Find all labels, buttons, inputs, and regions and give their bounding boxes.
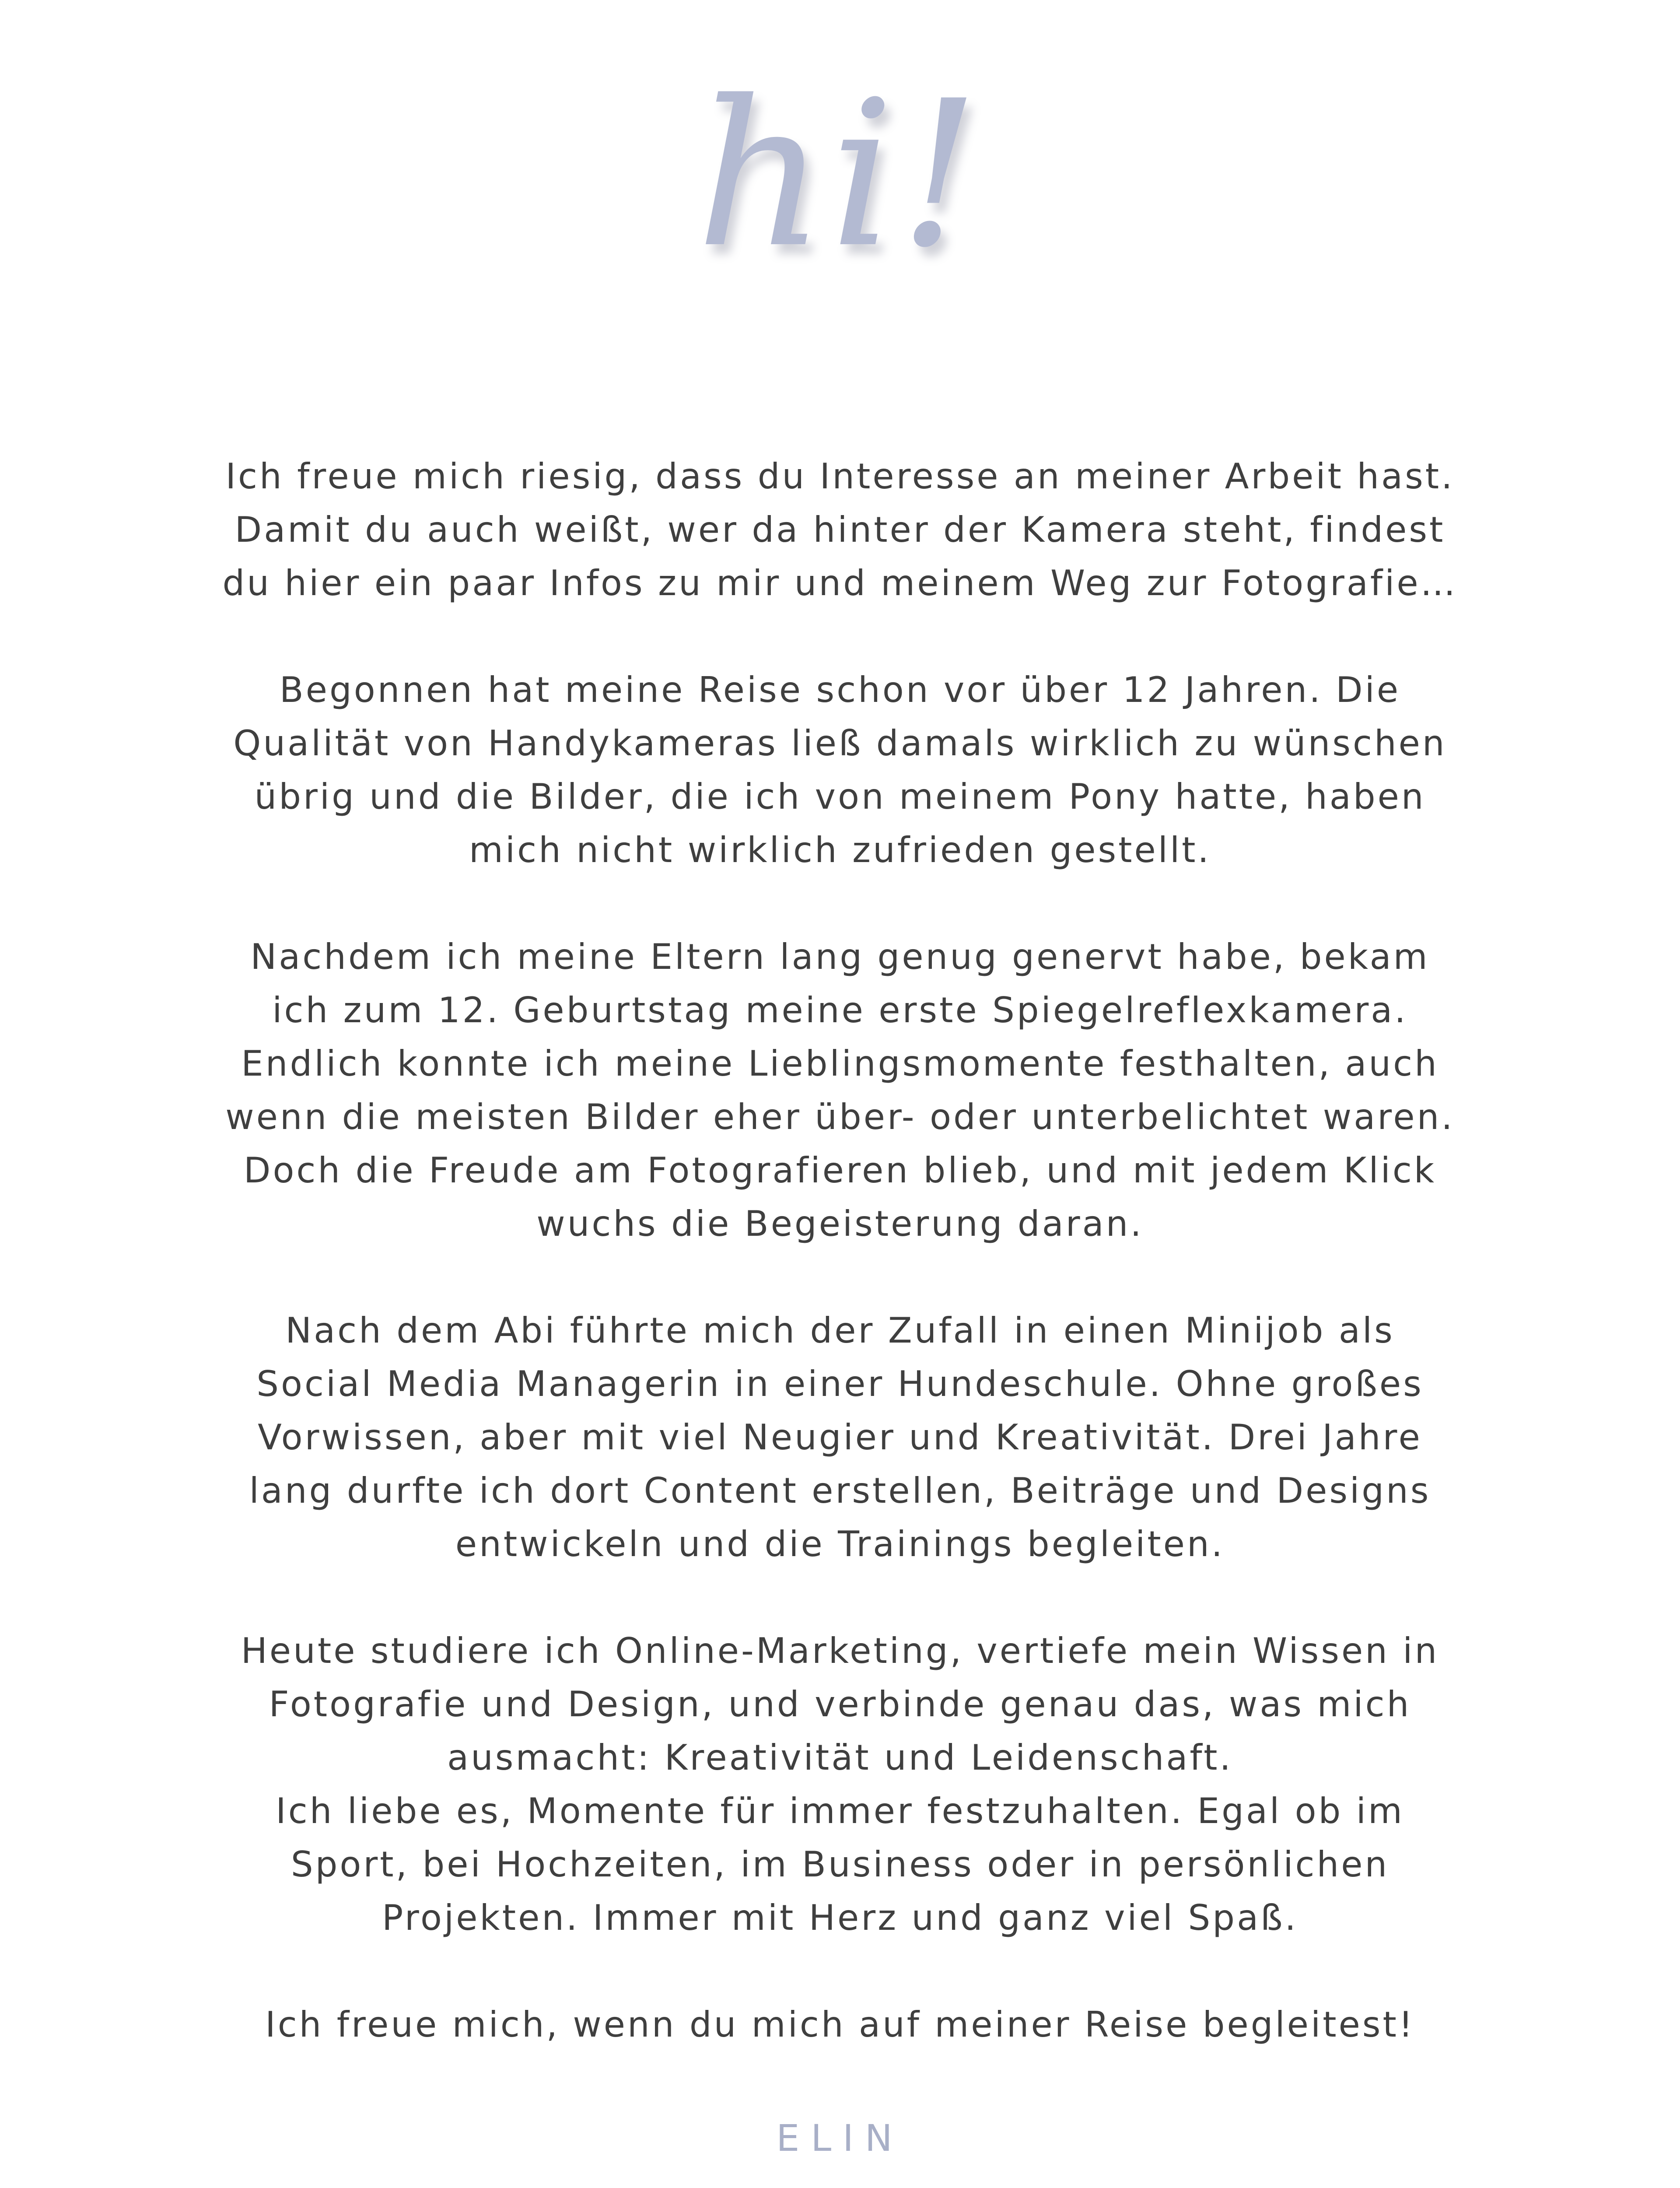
text-line: ich zum 12. Geburtstag meine erste Spiegelreflexkamera. [272,990,1408,1031]
text-line: Fotografie und Design, und verbinde genau das, was mich [269,1684,1411,1725]
text-line: Endlich konnte ich meine Lieblingsmomente festhalten, auch [241,1043,1439,1084]
text-line: wuchs die Begeisterung daran. [536,1203,1144,1244]
text-line: Heute studiere ich Online-Marketing, vertiefe mein Wissen in [241,1630,1439,1671]
text-line: Sport, bei Hochzeiten, im Business oder in persönlichen [290,1844,1390,1885]
paragraph-social-media [0,1304,1680,1571]
about-text [0,450,1680,2051]
text-line: Ich liebe es, Momente für immer festzuhalten. Egal ob im [276,1791,1404,1831]
text-line: Ich freue mich, wenn du mich auf meiner Reise begleitest! [265,2004,1415,2045]
text-line: Damit du auch weißt, wer da hinter der Kamera steht, findest [234,509,1446,550]
paragraph-beginning [0,663,1680,877]
paragraph-first-camera [0,930,1680,1251]
paragraph-intro [0,450,1680,610]
text-line: Begonnen hat meine Reise schon vor über 12 Jahren. Die [279,670,1401,710]
text-line: lang durfte ich dort Content erstellen, Beiträge und Designs [249,1470,1431,1511]
paragraph-today [0,1624,1680,1945]
text-line: mich nicht wirklich zufrieden gestellt. [469,830,1211,870]
text-line: Social Media Managerin in einer Hundeschule. Ohne großes [256,1364,1424,1404]
text-line: Vorwissen, aber mit viel Neugier und Kreativität. Drei Jahre [258,1417,1422,1458]
text-line: Qualität von Handykameras ließ damals wirklich zu wünschen [233,723,1447,764]
text-line: übrig und die Bilder, die ich von meinem Pony hatte, haben [254,776,1426,817]
text-line: Ich freue mich riesig, dass du Interesse an meiner Arbeit hast. [225,456,1455,497]
text-line: du hier ein paar Infos zu mir und meinem Weg zur Fotografie… [222,563,1458,603]
text-line: wenn die meisten Bilder eher über- oder unterbelichtet waren. [225,1097,1455,1137]
text-line: Nach dem Abi führte mich der Zufall in einen Minijob als [285,1310,1395,1351]
text-line: Doch die Freude am Fotografieren blieb, und mit jedem Klick [243,1150,1437,1191]
text-line: Projekten. Immer mit Herz und ganz viel Spaß. [382,1897,1298,1938]
signature: ELIN [776,2117,904,2160]
text-line: ausmacht: Kreativität und Leidenschaft. [447,1737,1233,1778]
paragraph-closing [0,1998,1680,2051]
text-line: entwickeln und die Trainings begleiten. [455,1524,1225,1564]
greeting-heading: hi! [696,58,984,292]
text-line: Nachdem ich meine Eltern lang genug genervt habe, bekam [250,936,1430,977]
